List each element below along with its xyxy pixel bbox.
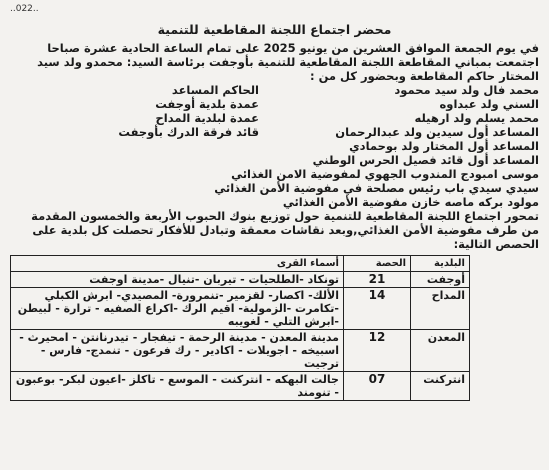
share-cell: 14 [344,288,411,330]
allocation-table [10,255,470,401]
intro-paragraph: في يوم الجمعة الموافق العشرين من يونيو 2025 على تمام الساعة الحادية عشرة صباحا اجتمعت بمباني المقاطعة اللجنة المقاطعية للتنمية بأوجفت برئاسة السيد: محمدو ولد سيد المختار حاكم المقاطعة وبحضور كل من : [37,41,539,83]
attendee-line: موسى امبودج المندوب الجهوي لمفوضية الامن الغذائي [231,167,539,181]
member-role: عمدة بلدية أوجفت [155,97,259,111]
member-name: محمد يسلم ولد ارهيله [414,111,539,125]
table-row [11,272,470,288]
member-role: عمدة لبلدية المداح [155,111,259,125]
member-role: الحاكم المساعد [171,83,259,97]
villages-cell: جالت البهكه - انتركنت - الموسع - تاكلز -اعيون لبكر- بوعبون - تنومند [11,372,344,401]
municipality-cell: انتركنت [411,372,470,401]
table-header-row [11,256,470,272]
share-cell: 21 [344,272,411,288]
attendee-line: المساعد أول قائد فصيل الحرس الوطني [312,153,539,167]
share-cell: 07 [344,372,411,401]
attendee-line: المساعد أول المختار ولد بوحمادي [349,139,539,153]
attendee-line: سيدي سيدي باب رئيس مصلحة في مفوضية الأمن الغذائي [214,181,539,195]
member-row [10,125,539,139]
villages-cell: مدينة المعدن - مدينة الرحمة - تيفجار - تيدرنانتن - امحيرث - اسبيخه - اجويلات - اكادير - رك فرعون - تنمدج- فارس - ترجيت [11,330,344,372]
column-header-villages: أسماء القرى [11,256,344,272]
member-row [10,97,539,111]
member-name: المساعد أول سيدين ولد عبدالرحمان [335,125,539,139]
member-row [10,83,539,97]
member-role: قائد فرقة الدرك بأوجفت [118,125,259,139]
table-row [11,330,470,372]
share-cell: 12 [344,330,411,372]
member-name: محمد فال ولد سيد محمود [394,83,539,97]
document-header [10,4,539,16]
municipality-cell: أوجفت [411,272,470,288]
table-row [11,288,470,330]
municipality-cell: المعدن [411,330,470,372]
member-name: السني ولد عبداوه [439,97,539,111]
attendee-line: مولود بركه ماصه خازن مفوضية الأمن الغذائي [282,195,539,209]
reference-number: ..022.. [10,4,39,14]
municipality-cell: المداح [411,288,470,330]
villages-cell: تونكاد -الطلحيات - تيربان -تنيال -مدينة اوجفت [11,272,344,288]
villages-cell: الألك- اكصار- لقزمير -تنمرورة- المصيدي- ابرش الكبلي -تكامرت -الزمولية- اقيم الرك -اكراع الصفيه - ترارة - لبيطن -ابرش التلي - لغويبه [11,288,344,330]
column-header-share: الحصة [344,256,411,272]
document-title: محضر اجتماع اللجنة المقاطعية للتنمية [157,22,392,37]
table-row [11,372,470,401]
agenda-paragraph: تمحور اجتماع اللجنة المقاطعية للتنمية حول توزيع بنوك الحبوب الأربعة والخمسون المقدمة من طرف مفوضية الأمن الغذائي,وبعد نقاشات معمقة وتبادل للأفكار تحصلت كل بلدية على الحصص التالية: [31,209,539,251]
member-row [10,111,539,125]
column-header-municipality: البلدية [411,256,470,272]
